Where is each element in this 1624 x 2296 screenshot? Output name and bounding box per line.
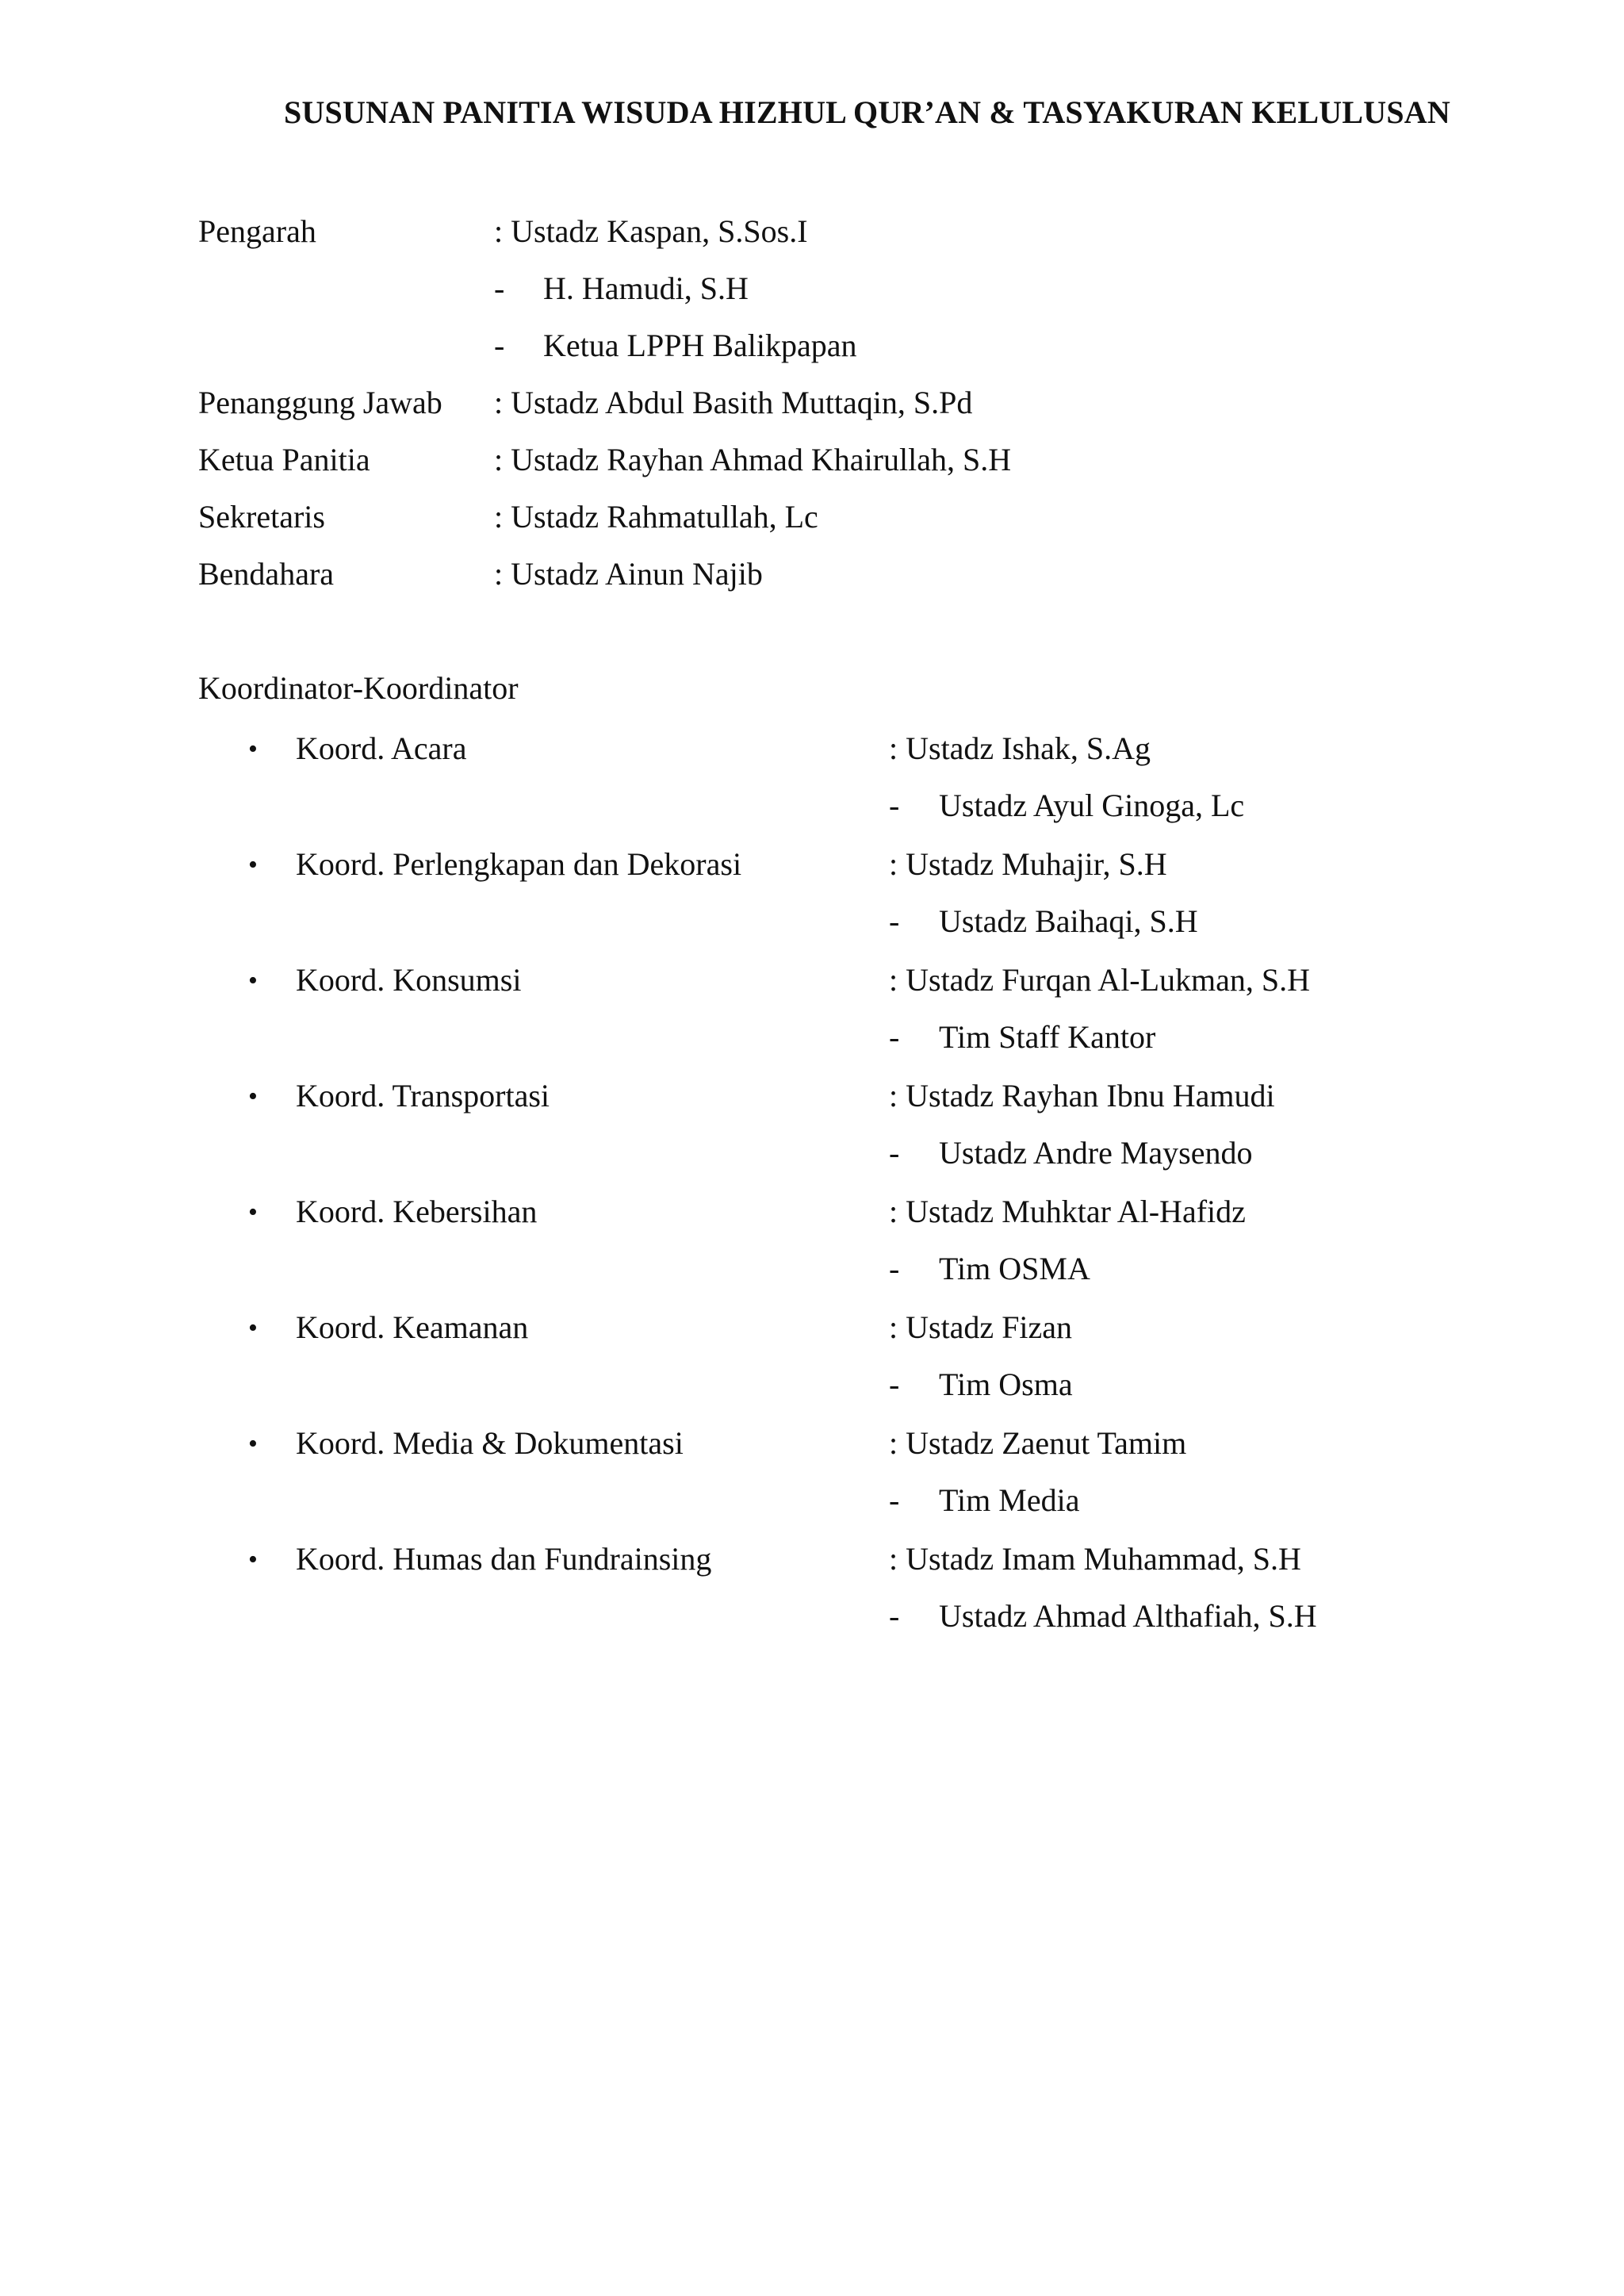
coordinator-name: Koord. Acara xyxy=(296,730,467,766)
coordinator-lead: : Ustadz Furqan Al-Lukman, S.H xyxy=(889,962,1311,998)
role-value-sekretaris: : Ustadz Rahmatullah, Lc xyxy=(494,499,818,535)
role-label-sekretaris: Sekretaris xyxy=(198,499,325,535)
coordinator-member: Tim Osma xyxy=(939,1366,1073,1402)
page-title: SUSUNAN PANITIA WISUDA HIZHUL QUR’AN & TASYAKURAN KELULUSAN xyxy=(284,94,1450,130)
coordinators-heading: Koordinator-Koordinator xyxy=(198,670,519,706)
dash-marker: - xyxy=(889,1598,900,1634)
coordinator-name: Koord. Konsumsi xyxy=(296,962,522,998)
bullet-icon: • xyxy=(248,966,258,995)
dash-marker: - xyxy=(889,1366,900,1402)
coordinator-member: Ustadz Andre Maysendo xyxy=(939,1135,1253,1171)
coordinator-member: Ustadz Baihaqi, S.H xyxy=(939,903,1198,939)
coordinator-name: Koord. Media & Dokumentasi xyxy=(296,1425,684,1461)
coordinator-lead: : Ustadz Ishak, S.Ag xyxy=(889,730,1151,766)
role-value-bendahara: : Ustadz Ainun Najib xyxy=(494,556,763,592)
role-value-penanggung-jawab: : Ustadz Abdul Basith Muttaqin, S.Pd xyxy=(494,385,973,420)
bullet-icon: • xyxy=(248,1429,258,1458)
dash-marker: - xyxy=(494,328,505,363)
bullet-icon: • xyxy=(248,1313,258,1343)
bullet-icon: • xyxy=(248,1198,258,1227)
coordinator-lead: : Ustadz Rayhan Ibnu Hamudi xyxy=(889,1078,1275,1114)
coordinator-name: Koord. Perlengkapan dan Dekorasi xyxy=(296,846,742,882)
coordinator-member: Tim OSMA xyxy=(939,1251,1090,1286)
bullet-icon: • xyxy=(248,1545,258,1574)
bullet-icon: • xyxy=(248,734,258,764)
dash-marker: - xyxy=(889,1482,900,1518)
coordinator-lead: : Ustadz Fizan xyxy=(889,1309,1073,1345)
role-value-pengarah: : Ustadz Kaspan, S.Sos.I xyxy=(494,213,808,249)
coordinator-member: Tim Staff Kantor xyxy=(939,1019,1156,1055)
bullet-icon: • xyxy=(248,1082,258,1111)
coordinator-lead: : Ustadz Muhktar Al-Hafidz xyxy=(889,1194,1246,1229)
role-label-bendahara: Bendahara xyxy=(198,556,335,592)
role-value-ketua-panitia: : Ustadz Rayhan Ahmad Khairullah, S.H xyxy=(494,442,1012,477)
dash-marker: - xyxy=(494,270,505,306)
dash-marker: - xyxy=(889,1251,900,1286)
role-label-ketua-panitia: Ketua Panitia xyxy=(198,442,370,477)
dash-marker: - xyxy=(889,1135,900,1171)
coordinator-lead: : Ustadz Imam Muhammad, S.H xyxy=(889,1541,1301,1577)
pengarah-member: Ketua LPPH Balikpapan xyxy=(543,328,857,363)
coordinator-name: Koord. Transportasi xyxy=(296,1078,550,1114)
coordinator-lead: : Ustadz Muhajir, S.H xyxy=(889,846,1167,882)
coordinator-member: Tim Media xyxy=(939,1482,1080,1518)
coordinator-name: Koord. Kebersihan xyxy=(296,1194,538,1229)
dash-marker: - xyxy=(889,788,900,823)
role-label-penanggung-jawab: Penanggung Jawab xyxy=(198,385,442,420)
bullet-icon: • xyxy=(248,850,258,880)
pengarah-member: H. Hamudi, S.H xyxy=(543,270,749,306)
coordinator-member: Ustadz Ahmad Althafiah, S.H xyxy=(939,1598,1317,1634)
dash-marker: - xyxy=(889,1019,900,1055)
coordinator-name: Koord. Humas dan Fundrainsing xyxy=(296,1541,712,1577)
dash-marker: - xyxy=(889,903,900,939)
coordinator-lead: : Ustadz Zaenut Tamim xyxy=(889,1425,1187,1461)
coordinator-name: Koord. Keamanan xyxy=(296,1309,529,1345)
coordinator-member: Ustadz Ayul Ginoga, Lc xyxy=(939,788,1245,823)
role-label-pengarah: Pengarah xyxy=(198,213,316,249)
